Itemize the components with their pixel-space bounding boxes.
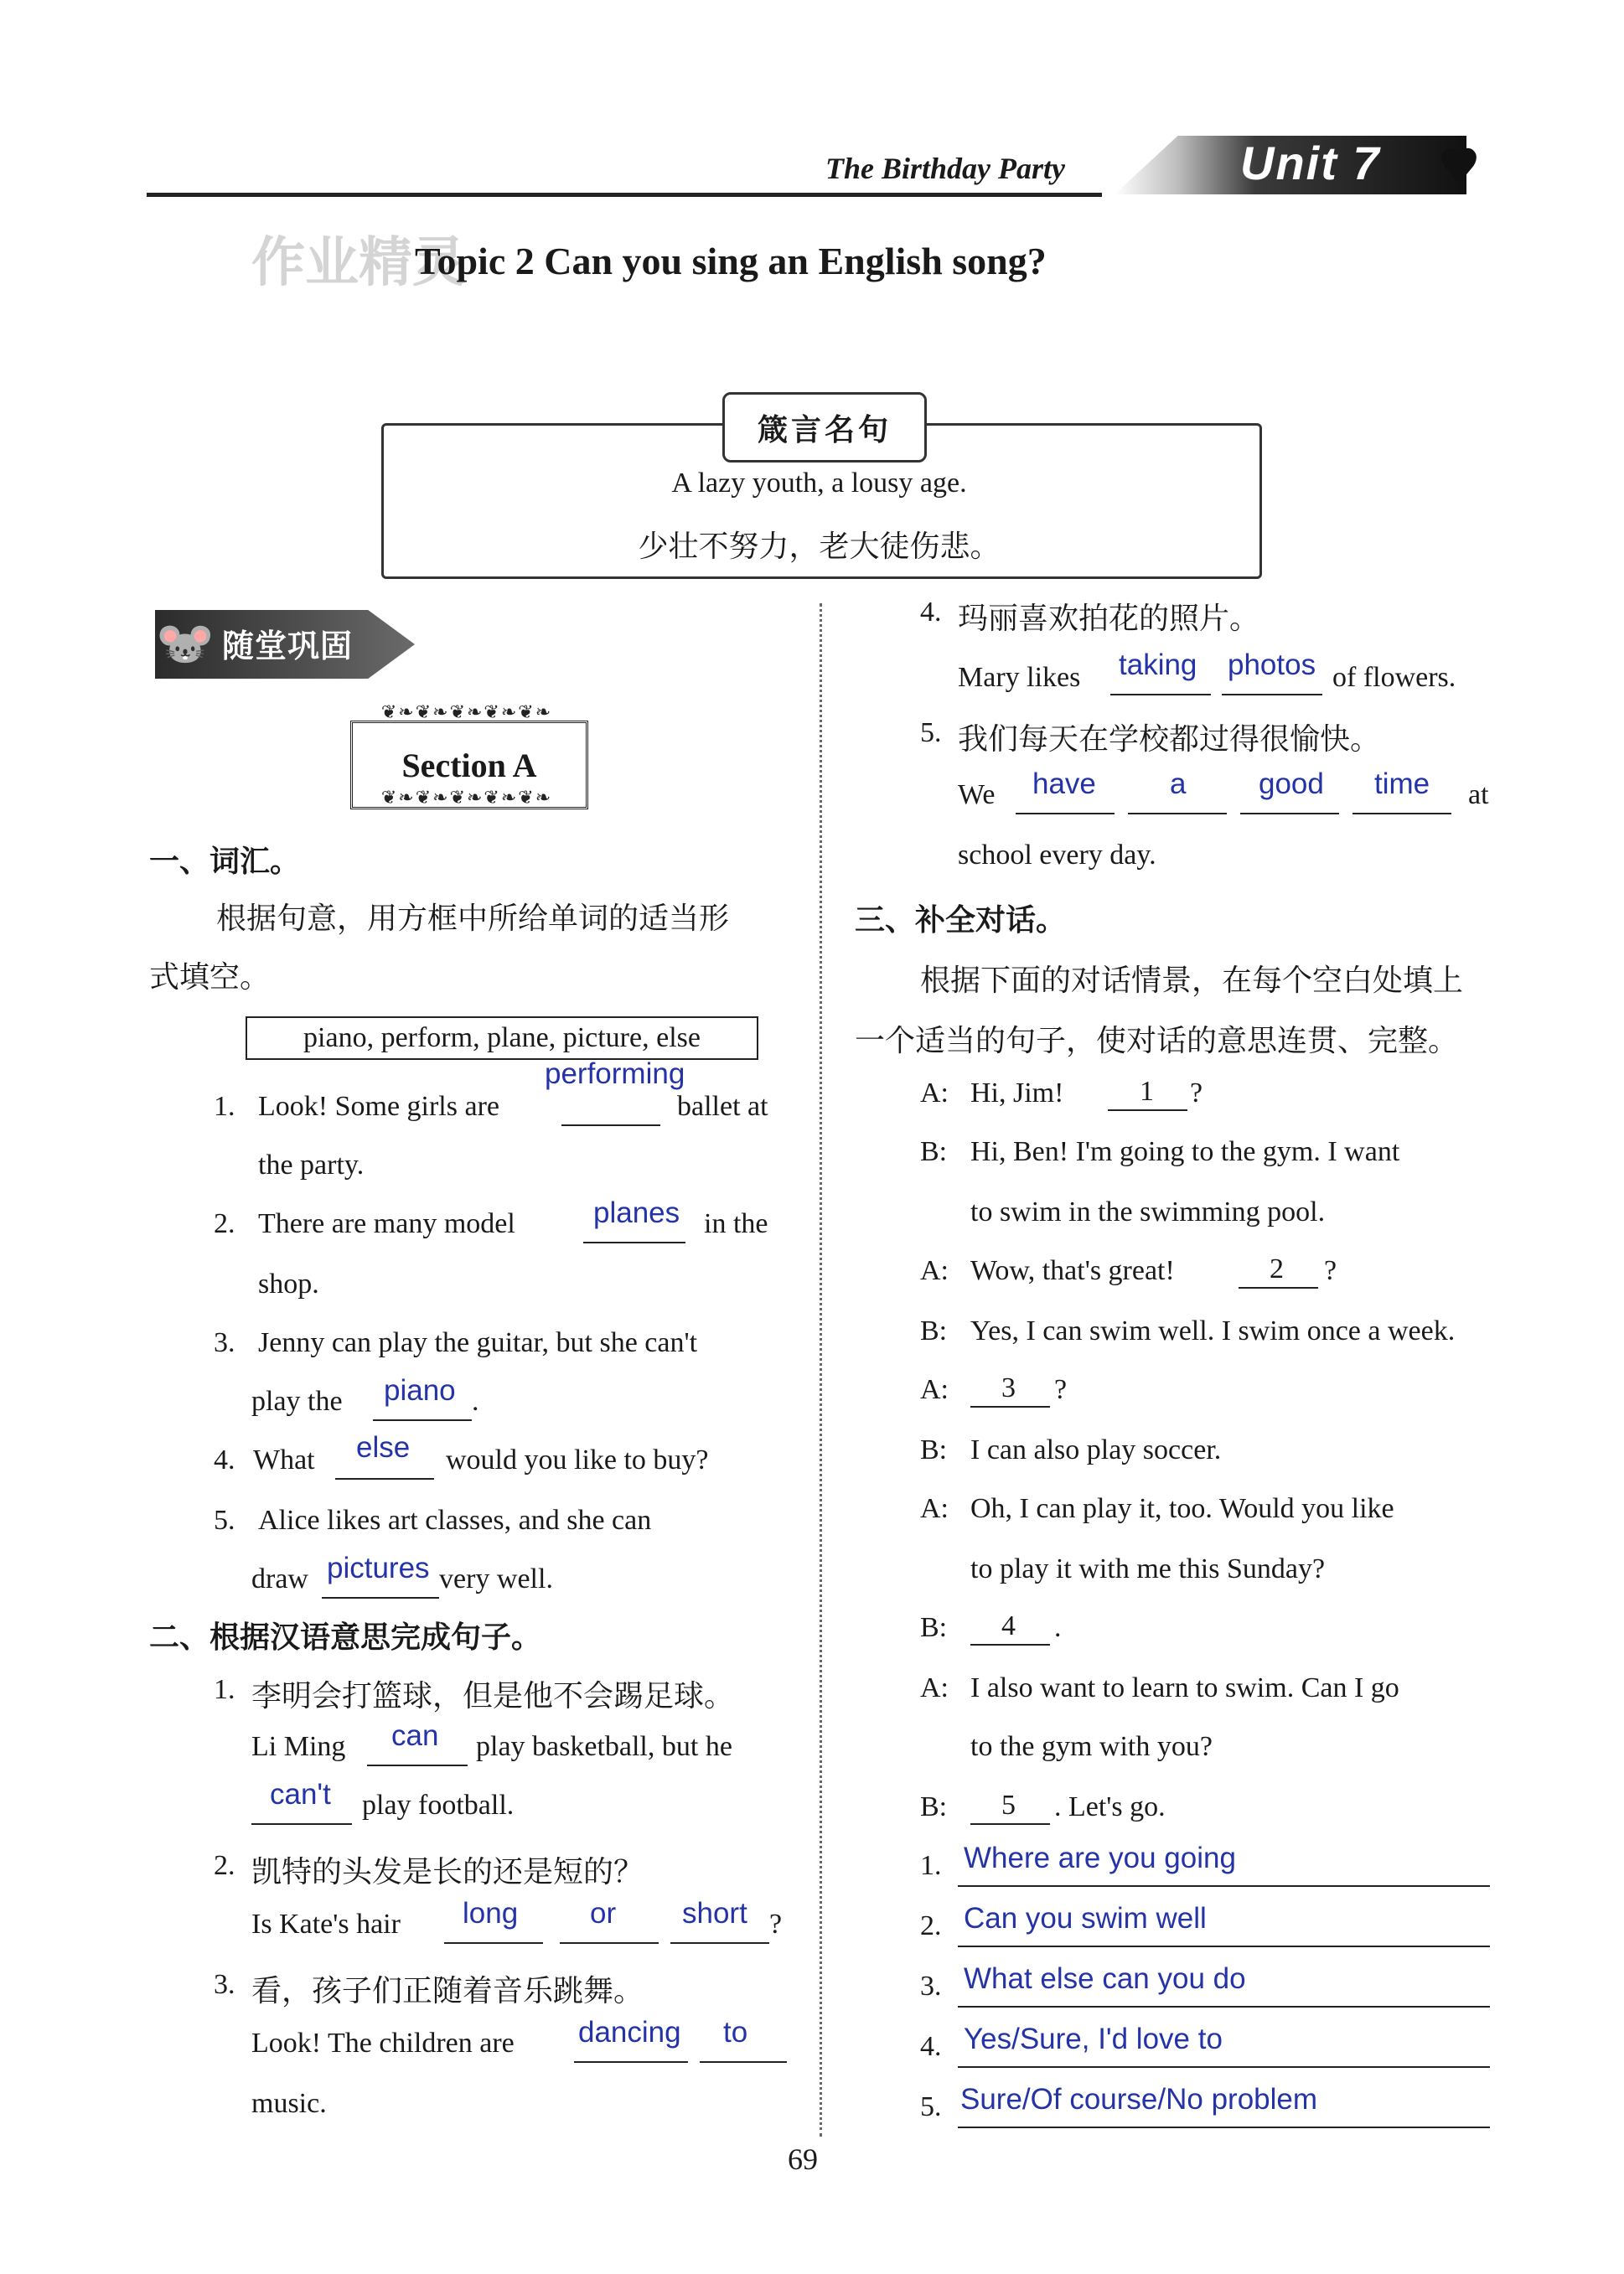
answer-line bbox=[958, 2066, 1490, 2068]
speaker: A: bbox=[920, 1078, 949, 1109]
answer: planes bbox=[593, 1196, 680, 1229]
answer-number: 2. bbox=[920, 1910, 942, 1941]
question-number: 5. bbox=[214, 1505, 235, 1536]
blank-number: 4 bbox=[1001, 1610, 1016, 1641]
question-text: school every day. bbox=[958, 840, 1156, 871]
question-text: ? bbox=[769, 1909, 783, 1940]
quote-chinese: 少壮不努力，老大徒伤悲。 bbox=[638, 530, 1001, 564]
blank bbox=[1108, 1109, 1187, 1111]
dialogue-text: Yes, I can swim well. I swim once a week. bbox=[970, 1315, 1456, 1346]
dialogue-text: to the gym with you? bbox=[970, 1731, 1213, 1762]
part2-heading: 二、根据汉语意思完成句子。 bbox=[149, 1620, 542, 1655]
answer-number: 1. bbox=[920, 1850, 942, 1881]
topic-title: Topic 2 Can you sing an English song? bbox=[415, 240, 1047, 282]
question-number: 2. bbox=[214, 1850, 235, 1881]
speaker: B: bbox=[920, 1434, 948, 1465]
answer: short bbox=[682, 1897, 747, 1930]
answer: Sure/Of course/No problem bbox=[960, 2083, 1318, 2116]
question-text: would you like to buy? bbox=[446, 1445, 709, 1476]
dialogue-text: to play it with me this Sunday? bbox=[970, 1553, 1326, 1584]
question-text: Look! The children are bbox=[251, 2028, 515, 2059]
question-number: 5. bbox=[920, 717, 942, 748]
answer-number: 3. bbox=[920, 1971, 942, 2002]
header-subtitle: The Birthday Party bbox=[825, 152, 1065, 185]
question-text: Mary likes bbox=[958, 662, 1081, 693]
blank bbox=[561, 1124, 660, 1126]
answer: long bbox=[463, 1897, 519, 1930]
dialogue-text: Hi, Ben! I'm going to the gym. I want bbox=[970, 1136, 1400, 1167]
word-box: piano, perform, plane, picture, else bbox=[246, 1016, 758, 1060]
part3-heading: 三、补全对话。 bbox=[855, 903, 1067, 938]
speaker: B: bbox=[920, 1136, 948, 1167]
question-text: Is Kate's hair bbox=[251, 1909, 401, 1940]
quote-english: A lazy youth, a lousy age. bbox=[671, 468, 967, 499]
question-text: Jenny can play the guitar, but she can't bbox=[258, 1327, 698, 1358]
blank bbox=[1110, 694, 1211, 695]
blank-number: 2 bbox=[1270, 1253, 1284, 1284]
blank bbox=[970, 1823, 1050, 1825]
blank bbox=[970, 1644, 1050, 1646]
speaker: A: bbox=[920, 1374, 949, 1405]
answer: can bbox=[391, 1719, 439, 1752]
column-divider bbox=[820, 603, 822, 2137]
question-text: at bbox=[1468, 779, 1489, 810]
question-text: We bbox=[958, 779, 996, 810]
dialogue-text: ? bbox=[1190, 1078, 1203, 1109]
page-number: 69 bbox=[788, 2142, 818, 2176]
section-ornament-top: ❦❧❦❧❦❧❦❧❦❧ bbox=[380, 702, 553, 723]
answer: else bbox=[356, 1431, 411, 1464]
blank bbox=[1239, 1287, 1318, 1289]
question-number: 2. bbox=[214, 1208, 235, 1239]
question-text: ballet at bbox=[677, 1091, 768, 1122]
dialogue-text: ? bbox=[1054, 1374, 1068, 1405]
answer: or bbox=[590, 1897, 617, 1930]
dialogue-text: . bbox=[1054, 1612, 1062, 1643]
answer: taking bbox=[1119, 649, 1197, 681]
question-number: 3. bbox=[214, 1969, 235, 2000]
blank bbox=[322, 1597, 439, 1599]
question-number: 4. bbox=[920, 597, 942, 628]
part3-instruction-cont: 一个适当的句子，使对话的意思连贯、完整。 bbox=[855, 1024, 1459, 1058]
answer: a bbox=[1170, 767, 1187, 800]
blank bbox=[970, 1406, 1050, 1408]
dialogue-text: Wow, that's great! bbox=[970, 1255, 1175, 1286]
answer: Yes/Sure, I'd love to bbox=[964, 2023, 1223, 2055]
answer: piano bbox=[384, 1374, 456, 1407]
blank-number: 1 bbox=[1140, 1076, 1154, 1107]
blank bbox=[1128, 813, 1227, 814]
blank bbox=[583, 1242, 685, 1243]
speaker: A: bbox=[920, 1255, 949, 1286]
question-chinese: 李明会打篮球，但是他不会踢足球。 bbox=[251, 1679, 735, 1713]
question-text: . bbox=[472, 1386, 479, 1417]
question-text: play football. bbox=[362, 1790, 515, 1821]
question-text: the party. bbox=[258, 1150, 365, 1181]
question-chinese: 我们每天在学校都过得很愉快。 bbox=[958, 722, 1381, 757]
answer-line bbox=[958, 1946, 1490, 1947]
question-text: There are many model bbox=[258, 1208, 515, 1239]
unit-label: Unit 7 bbox=[1240, 137, 1381, 189]
speaker: B: bbox=[920, 1791, 948, 1822]
part1-instruction: 根据句意，用方框中所给单词的适当形 bbox=[216, 902, 730, 936]
blank bbox=[367, 1765, 468, 1766]
answer: Can you swim well bbox=[964, 1902, 1207, 1935]
answer: Where are you going bbox=[964, 1842, 1236, 1874]
question-number: 1. bbox=[214, 1091, 235, 1122]
question-text: of flowers. bbox=[1332, 662, 1456, 693]
blank bbox=[1240, 813, 1339, 814]
answer-line bbox=[958, 2006, 1490, 2008]
answer: pictures bbox=[327, 1552, 430, 1584]
question-text: What bbox=[253, 1445, 315, 1476]
question-text: Alice likes art classes, and she can bbox=[258, 1505, 652, 1536]
answer: dancing bbox=[578, 2016, 681, 2049]
blank bbox=[1016, 813, 1115, 814]
dialogue-text: Hi, Jim! bbox=[970, 1078, 1064, 1109]
answer-number: 4. bbox=[920, 2031, 942, 2062]
question-text: in the bbox=[704, 1208, 768, 1239]
dialogue-text: I also want to learn to swim. Can I go bbox=[970, 1672, 1399, 1703]
practice-banner-label: 随堂巩固 bbox=[222, 628, 354, 664]
section-title: Section A bbox=[350, 721, 588, 809]
answer: What else can you do bbox=[964, 1962, 1246, 1995]
dialogue-text: . Let's go. bbox=[1054, 1791, 1166, 1822]
dialogue-text: to swim in the swimming pool. bbox=[970, 1196, 1326, 1227]
heart-logo-icon: ♥ bbox=[1437, 138, 1481, 195]
question-number: 3. bbox=[214, 1327, 235, 1358]
question-number: 4. bbox=[214, 1445, 235, 1476]
answer: good bbox=[1259, 767, 1324, 800]
watermark: 作业精灵 bbox=[251, 232, 466, 294]
question-text: play basketball, but he bbox=[476, 1731, 732, 1762]
blank bbox=[251, 1823, 352, 1825]
dialogue-text: Oh, I can play it, too. Would you like bbox=[970, 1493, 1394, 1524]
speaker: A: bbox=[920, 1672, 949, 1703]
answer: performing bbox=[545, 1057, 685, 1090]
part3-instruction: 根据下面的对话情景，在每个空白处填上 bbox=[920, 964, 1464, 998]
practice-banner bbox=[155, 610, 415, 679]
speaker: B: bbox=[920, 1315, 948, 1346]
blank bbox=[700, 2061, 787, 2063]
blank bbox=[560, 1942, 659, 1944]
dialogue-text: ? bbox=[1324, 1255, 1337, 1286]
blank bbox=[444, 1942, 543, 1944]
blank-number: 3 bbox=[1001, 1372, 1016, 1403]
question-chinese: 凯特的头发是长的还是短的？ bbox=[251, 1855, 644, 1889]
blank bbox=[335, 1478, 434, 1480]
dialogue-text: I can also play soccer. bbox=[970, 1434, 1222, 1465]
answer: time bbox=[1374, 767, 1430, 800]
blank bbox=[373, 1419, 472, 1421]
answer: photos bbox=[1228, 649, 1316, 681]
question-text: Look! Some girls are bbox=[258, 1091, 499, 1122]
question-number: 1. bbox=[214, 1674, 235, 1705]
question-chinese: 看，孩子们正随着音乐跳舞。 bbox=[251, 1974, 644, 2008]
question-text: play the bbox=[251, 1386, 343, 1417]
mouse-mascot-icon: 🐭 bbox=[156, 617, 215, 671]
answer: have bbox=[1032, 767, 1096, 800]
question-text: very well. bbox=[439, 1563, 553, 1594]
speaker: B: bbox=[920, 1612, 948, 1643]
question-text: draw bbox=[251, 1563, 308, 1594]
blank bbox=[574, 2061, 688, 2063]
answer-line bbox=[958, 1885, 1490, 1887]
blank bbox=[1222, 694, 1322, 695]
question-text: Li Ming bbox=[251, 1731, 346, 1762]
speaker: A: bbox=[920, 1493, 949, 1524]
section-ornament-bottom: ❦❧❦❧❦❧❦❧❦❧ bbox=[380, 788, 553, 809]
answer: to bbox=[723, 2016, 748, 2049]
question-text: music. bbox=[251, 2088, 327, 2119]
part1-instruction-cont: 式填空。 bbox=[149, 960, 271, 995]
header-rule bbox=[147, 193, 1102, 197]
part1-heading: 一、词汇。 bbox=[149, 845, 301, 879]
answer: can't bbox=[270, 1778, 331, 1811]
blank bbox=[1352, 813, 1451, 814]
question-chinese: 玛丽喜欢拍花的照片。 bbox=[958, 602, 1260, 636]
question-text: shop. bbox=[258, 1269, 319, 1300]
answer-line bbox=[958, 2127, 1490, 2128]
answer-number: 5. bbox=[920, 2091, 942, 2122]
blank-number: 5 bbox=[1001, 1790, 1016, 1821]
blank bbox=[670, 1942, 769, 1944]
quote-label: 箴言名句 bbox=[722, 392, 927, 463]
